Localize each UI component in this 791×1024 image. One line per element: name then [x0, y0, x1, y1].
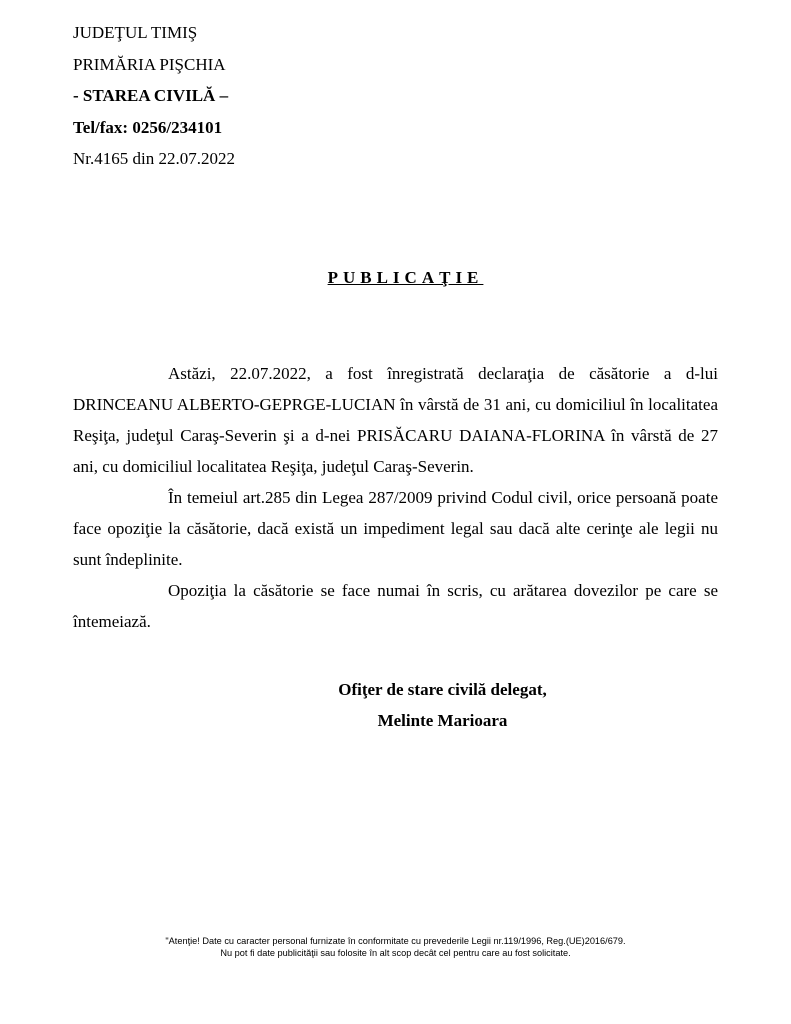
signature-block — [0, 674, 791, 736]
county-name: JUDEŢUL TIMIŞ — [73, 23, 198, 42]
document-title: PUBLICAŢIE — [327, 268, 484, 287]
privacy-notice — [0, 936, 791, 959]
city-hall-name: PRIMĂRIA PIŞCHIA — [73, 54, 226, 74]
registration-number: Nr.4165 din 22.07.2022 — [73, 149, 235, 168]
document-header — [73, 17, 235, 175]
body-paragraph-legal-basis: În temeiul art.285 din Legea 287/2009 privind Codul civil, orice persoană poate face opoziţie la căsătorie, dacă există un impediment legal sau dacă alte cerinţe ale legii nu sunt îndeplinite. — [73, 488, 718, 569]
document-body — [73, 358, 718, 637]
contact-phone: Tel/fax: 0256/234101 — [73, 117, 223, 137]
signatory-name: Melinte Marioara — [377, 711, 508, 730]
privacy-notice-line-2: Nu pot fi date publicităţii sau folosite în alt scop decât cel pentru care au fost solicitate. — [220, 947, 571, 958]
signatory-role: Ofiţer de stare civilă delegat, — [338, 680, 547, 699]
body-paragraph-declaration: Astăzi, 22.07.2022, a fost înregistrată declaraţia de căsătorie a d-lui DRINCEANU ALBERTO-GEPRGE-LUCIAN în vârstă de 31 ani, cu domiciliul în localitatea Reşiţa, judeţul Caraş-Severin şi a d-nei PRISĂCARU DAIANA-FLORINA în vârstă de 27 ani, cu domiciliul localitatea Reşiţa, judeţul Caraş-Severin. — [73, 364, 718, 476]
body-paragraph-opposition: Opoziţia la căsătorie se face numai în scris, cu arătarea dovezilor pe care se întemeiază. — [73, 581, 718, 631]
department-name: - STAREA CIVILĂ – — [73, 86, 229, 105]
privacy-notice-line-1: "Atenţie! Date cu caracter personal furnizate în conformitate cu prevederile Legii nr.119/1996, Reg.(UE)2016/679. — [165, 936, 626, 946]
